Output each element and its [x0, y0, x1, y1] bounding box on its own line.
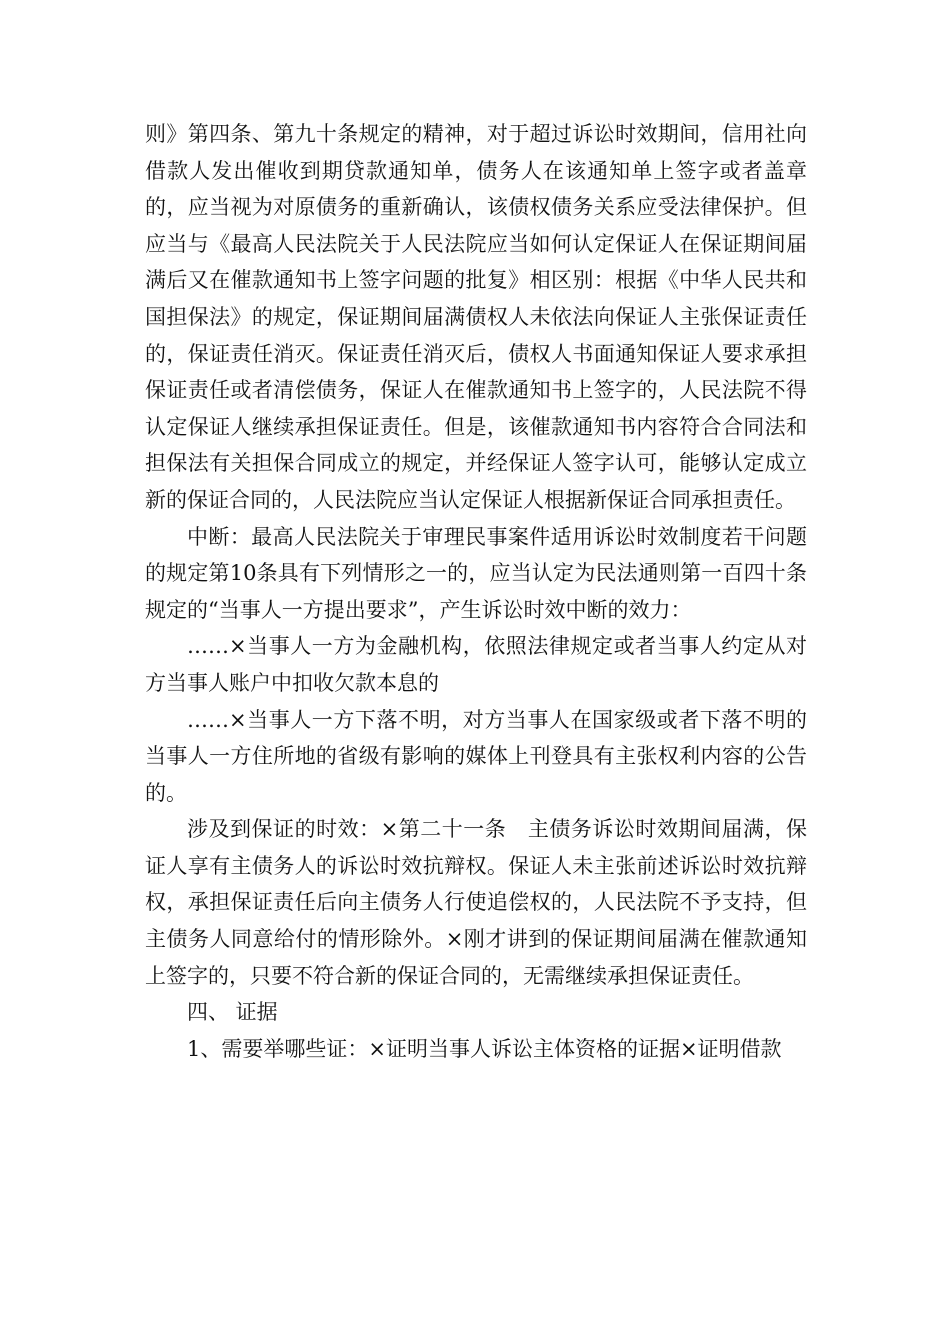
paragraph-evidence-list: 1、需要举哪些证：×证明当事人诉讼主体资格的证据×证明借款	[187, 1036, 782, 1061]
section-heading-evidence: 四、 证据	[187, 1000, 278, 1025]
document-body	[145, 116, 807, 1067]
paragraph-whereabouts-unknown: ……×当事人一方下落不明，对方当事人在国家级或者下落不明的当事人一方住所地的省级有影响的媒体上刊登具有主张权利内容的公告的。	[145, 707, 807, 805]
paragraph-interruption: 中断：最高人民法院关于审理民事案件适用诉讼时效制度若干问题的规定第10条具有下列情形之一的，应当认定为民法通则第一百四十条规定的“当事人一方提出要求”，产生诉讼时效中断的效力：	[145, 524, 807, 622]
paragraph-financial-institution: ……×当事人一方为金融机构，依照法律规定或者当事人约定从对方当事人账户中扣收欠款本息的	[145, 634, 807, 695]
paragraph-continued-interpretation: 则》第四条、第九十条规定的精神，对于超过诉讼时效期间，信用社向借款人发出催收到期贷款通知单，债务人在该通知单上签字或者盖章的，应当视为对原债务的重新确认，该债权债务关系应受法律保护。但应当与《最高人民法院关于人民法院应当如何认定保证人在保证期间届满后又在催款通知书上签字问题的批复》相区别：根据《中华人民共和国担保法》的规定，保证期间届满债权人未依法向保证人主张保证责任的，保证责任消灭。保证责任消灭后，债权人书面通知保证人要求承担保证责任或者清偿债务，保证人在催款通知书上签字的，人民法院不得认定保证人继续承担保证责任。但是，该催款通知书内容符合合同法和担保法有关担保合同成立的规定，并经保证人签字认可，能够认定成立新的保证合同的，人民法院应当认定保证人根据新保证合同承担责任。	[145, 122, 807, 512]
paragraph-guarantee-limitation: 涉及到保证的时效：×第二十一条 主债务诉讼时效期间届满，保证人享有主债务人的诉讼时效抗辩权。保证人未主张前述诉讼时效抗辩权，承担保证责任后向主债务人行使追偿权的，人民法院不予支持，但主债务人同意给付的情形除外。×刚才讲到的保证期间届满在催款通知上签字的，只要不符合新的保证合同的，无需继续承担保证责任。	[145, 817, 807, 988]
